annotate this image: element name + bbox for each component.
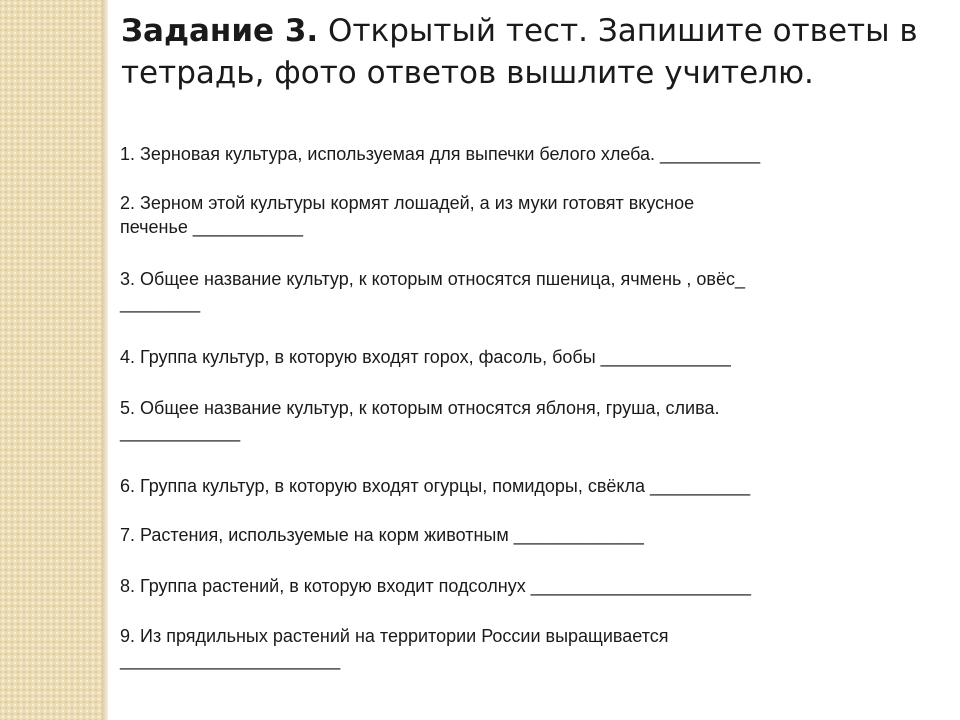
- title-line-2: тетрадь, фото ответов вышлите учителю.: [121, 55, 814, 91]
- question-1-line-1: 1. Зерновая культура, используемая для выпечки белого хлеба. __________: [120, 144, 761, 164]
- question-9-line-1: 9. Из прядильных растений на территории России выращивается: [120, 626, 669, 646]
- question-5-line-1: 5. Общее название культур, к которым относятся яблоня, груша, слива.: [120, 398, 720, 418]
- question-8: [120, 574, 751, 598]
- question-7: [120, 523, 644, 547]
- sidebar-edge: [102, 0, 108, 720]
- question-3-line-2: ________: [120, 293, 201, 313]
- title-line-1: [121, 10, 921, 52]
- question-4-line-1: 4. Группа культур, в которую входят горох, фасоль, бобы _____________: [120, 347, 731, 367]
- slide-title: [121, 10, 921, 94]
- question-7-line-1: 7. Растения, используемые на корм животным _____________: [120, 525, 644, 545]
- question-6: [120, 474, 750, 498]
- question-3-line-1: 3. Общее название культур, к которым относятся пшеница, ячмень , овёс_: [120, 269, 745, 289]
- decorative-sidebar: [0, 0, 102, 720]
- question-2-line-1: 2. Зерном этой культуры кормят лошадей, а из муки готовят вкусное: [120, 193, 695, 213]
- question-6-line-1: 6. Группа культур, в которую входят огурцы, помидоры, свёкла __________: [120, 476, 751, 496]
- question-3: [120, 267, 745, 315]
- title-text-part1: Открытый тест. Запишите ответы в: [318, 13, 918, 49]
- question-5-line-2: ____________: [120, 422, 241, 442]
- question-9-line-2: ______________________: [120, 650, 341, 670]
- question-2: [120, 191, 694, 239]
- question-1: [120, 142, 760, 166]
- question-2-line-2: печенье ___________: [120, 217, 303, 237]
- question-5: [120, 396, 719, 444]
- question-4: [120, 345, 731, 369]
- question-9: [120, 624, 669, 672]
- title-task-number: Задание 3.: [121, 13, 319, 49]
- question-8-line-1: 8. Группа растений, в которую входит подсолнух ______________________: [120, 576, 751, 596]
